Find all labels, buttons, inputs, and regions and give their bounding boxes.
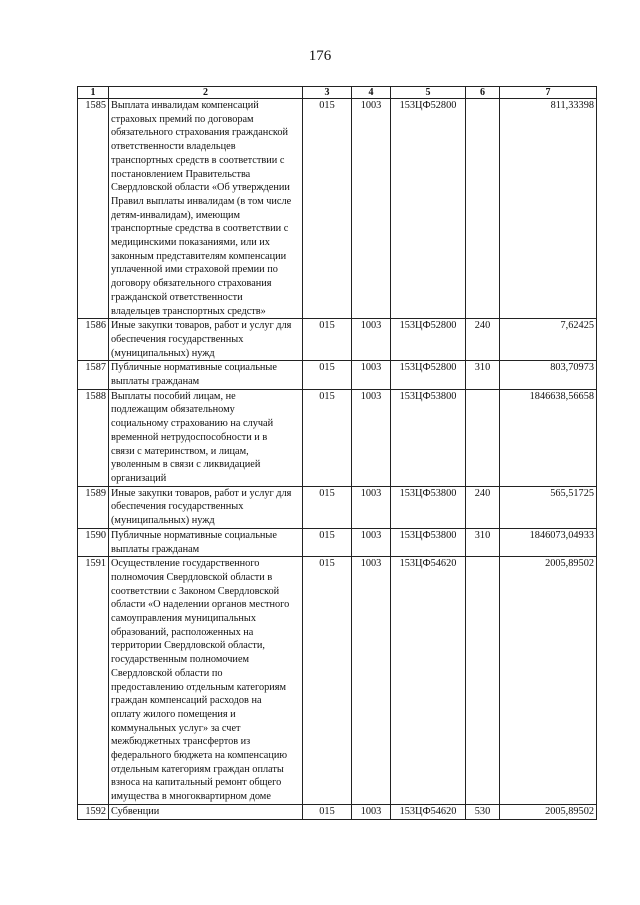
section-code: 1003 — [352, 319, 391, 361]
target-article-code: 153ЦФ54620 — [391, 804, 466, 819]
column-header-4: 4 — [352, 87, 391, 99]
row-number: 1587 — [78, 361, 109, 389]
row-description: Публичные нормативные социальные выплаты гражданам — [109, 361, 303, 389]
column-header-2: 2 — [109, 87, 303, 99]
row-description: Публичные нормативные социальные выплаты гражданам — [109, 528, 303, 556]
section-code: 1003 — [352, 804, 391, 819]
target-article-code: 153ЦФ53800 — [391, 528, 466, 556]
expense-type-code: 240 — [466, 319, 500, 361]
row-number: 1585 — [78, 99, 109, 319]
target-article-code: 153ЦФ53800 — [391, 486, 466, 528]
row-description: Выплаты пособий лицам, не подлежащим обязательному социальному страхованию на случай временной нетрудоспособности и в связи с материнством, и лицам, уволенным в связи с ликвидацией организаций — [109, 389, 303, 486]
amount: 811,33398 — [500, 99, 597, 319]
row-number: 1591 — [78, 557, 109, 805]
row-description: Осуществление государственного полномочия Свердловской области в соответствии с Законом Свердловской области «О наделении органов местного самоуправления муниципальных образований, расположенных на территории Свердловской области, государственным полномочием Свердловской области по предоставлению отдельным категориям граждан компенсаций расходов на оплату жилого помещения и коммунальных услуг» за счет межбюджетных трансфертов из федерального бюджета на компенсацию отдельным категориям граждан оплаты взноса на капитальный ремонт общего имущества в многоквартирном доме — [109, 557, 303, 805]
ministry-code: 015 — [303, 389, 352, 486]
ministry-code: 015 — [303, 557, 352, 805]
row-number: 1586 — [78, 319, 109, 361]
section-code: 1003 — [352, 361, 391, 389]
section-code: 1003 — [352, 99, 391, 319]
row-description: Выплата инвалидам компенсаций страховых премий по договорам обязательного страхования гражданской ответственности владельцев транспортных средств в соответствии с постановлением Правительства Свердловской области «Об утверждении Правил выплаты инвалидам (в том числе детям-инвалидам), имеющим транспортные средства в соответствии с медицинскими показаниями, или их законным представителям компенсации уплаченной ими страховой премии по договору обязательного страхования гражданской ответственности владельцев транспортных средств» — [109, 99, 303, 319]
table-row — [78, 99, 597, 319]
ministry-code: 015 — [303, 319, 352, 361]
target-article-code: 153ЦФ52800 — [391, 319, 466, 361]
column-header-3: 3 — [303, 87, 352, 99]
table-row — [78, 389, 597, 486]
amount: 1846638,56658 — [500, 389, 597, 486]
target-article-code: 153ЦФ53800 — [391, 389, 466, 486]
section-code: 1003 — [352, 528, 391, 556]
target-article-code: 153ЦФ54620 — [391, 557, 466, 805]
expense-type-code: 310 — [466, 361, 500, 389]
ministry-code: 015 — [303, 361, 352, 389]
amount: 7,62425 — [500, 319, 597, 361]
expense-type-code: 310 — [466, 528, 500, 556]
row-number: 1592 — [78, 804, 109, 819]
row-description: Иные закупки товаров, работ и услуг для обеспечения государственных (муниципальных) нужд — [109, 486, 303, 528]
section-code: 1003 — [352, 557, 391, 805]
column-header-7: 7 — [500, 87, 597, 99]
section-code: 1003 — [352, 486, 391, 528]
target-article-code: 153ЦФ52800 — [391, 99, 466, 319]
column-header-6: 6 — [466, 87, 500, 99]
row-description: Иные закупки товаров, работ и услуг для обеспечения государственных (муниципальных) нужд — [109, 319, 303, 361]
row-description: Субвенции — [109, 804, 303, 819]
target-article-code: 153ЦФ52800 — [391, 361, 466, 389]
expense-type-code — [466, 389, 500, 486]
expense-type-code — [466, 557, 500, 805]
amount: 565,51725 — [500, 486, 597, 528]
budget-table — [77, 86, 597, 820]
table-row — [78, 557, 597, 805]
amount: 2005,89502 — [500, 804, 597, 819]
table-row — [78, 486, 597, 528]
ministry-code: 015 — [303, 804, 352, 819]
table-row — [78, 804, 597, 819]
ministry-code: 015 — [303, 99, 352, 319]
section-code: 1003 — [352, 389, 391, 486]
expense-type-code: 240 — [466, 486, 500, 528]
column-header-5: 5 — [391, 87, 466, 99]
page-number: 176 — [308, 48, 332, 64]
amount: 803,70973 — [500, 361, 597, 389]
table-row — [78, 528, 597, 556]
ministry-code: 015 — [303, 486, 352, 528]
ministry-code: 015 — [303, 528, 352, 556]
expense-type-code: 530 — [466, 804, 500, 819]
amount: 2005,89502 — [500, 557, 597, 805]
row-number: 1590 — [78, 528, 109, 556]
column-header-1: 1 — [78, 87, 109, 99]
amount: 1846073,04933 — [500, 528, 597, 556]
row-number: 1589 — [78, 486, 109, 528]
expense-type-code — [466, 99, 500, 319]
table-header-row — [78, 87, 597, 99]
table-row — [78, 361, 597, 389]
table-row — [78, 319, 597, 361]
row-number: 1588 — [78, 389, 109, 486]
